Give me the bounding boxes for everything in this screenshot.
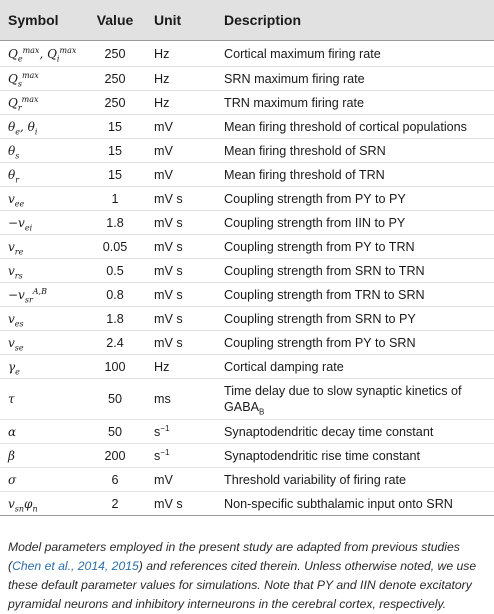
description-cell: Mean firing threshold of SRN <box>212 139 494 163</box>
symbol-cell: τ <box>0 379 80 420</box>
table-row <box>0 163 494 187</box>
description-cell: Synaptodendritic decay time constant <box>212 420 494 444</box>
description-cell: Synaptodendritic rise time constant <box>212 444 494 468</box>
value-cell: 250 <box>80 67 150 91</box>
table-row <box>0 67 494 91</box>
unit-cell: mV s <box>150 187 212 211</box>
citation-link[interactable]: Chen et al., 2014, 2015 <box>12 559 139 574</box>
value-cell: 50 <box>80 420 150 444</box>
unit-cell: mV s <box>150 283 212 307</box>
header-row <box>0 0 494 41</box>
footnote-text-after: ) and references cited therein. Unless otherwise noted, we use these default parameter values for simulations. Note that PY and IIN denote excitatory pyramidal neurons and inhibitory interneurons in the cerebral cortex, respectively. <box>8 559 477 612</box>
description-cell: Mean firing threshold of cortical populations <box>212 115 494 139</box>
unit-cell: $s^{-1}$ <box>150 444 212 468</box>
symbol-cell: $Q_e^{max}$, $Q_i^{max}$ <box>0 41 80 67</box>
table-row <box>0 259 494 283</box>
symbol-cell: $Q_s^{max}$ <box>0 67 80 91</box>
symbol-cell: $\theta_e$, $\theta_i$ <box>0 115 80 139</box>
symbol-cell: $\theta_s$ <box>0 139 80 163</box>
description-cell: Non-specific subthalamic input onto SRN <box>212 492 494 516</box>
unit-cell: mV s <box>150 259 212 283</box>
value-cell: 1 <box>80 187 150 211</box>
unit-cell: mV <box>150 115 212 139</box>
unit-cell: ms <box>150 379 212 420</box>
description-cell: Threshold variability of firing rate <box>212 468 494 492</box>
description-cell: TRN maximum firing rate <box>212 91 494 115</box>
symbol-cell: β <box>0 444 80 468</box>
table-row <box>0 91 494 115</box>
header-unit: Unit <box>150 0 212 41</box>
description-cell: Coupling strength from PY to PY <box>212 187 494 211</box>
value-cell: 250 <box>80 91 150 115</box>
description-cell: Cortical damping rate <box>212 355 494 379</box>
header-symbol: Symbol <box>0 0 80 41</box>
description-cell: Mean firing threshold of TRN <box>212 163 494 187</box>
symbol-cell: $Q_r^{max}$ <box>0 91 80 115</box>
table-body <box>0 41 494 516</box>
table-footnote <box>8 538 488 614</box>
table-row <box>0 307 494 331</box>
table-row <box>0 235 494 259</box>
unit-cell: mV s <box>150 331 212 355</box>
header-description: Description <box>212 0 494 41</box>
unit-cell: Hz <box>150 41 212 67</box>
table-row <box>0 41 494 67</box>
value-cell: 1.8 <box>80 211 150 235</box>
symbol-cell: $v_{re}$ <box>0 235 80 259</box>
table-row <box>0 187 494 211</box>
value-cell: 15 <box>80 115 150 139</box>
value-cell: 100 <box>80 355 150 379</box>
value-cell: 1.8 <box>80 307 150 331</box>
table-row <box>0 331 494 355</box>
unit-cell: mV <box>150 139 212 163</box>
table-row <box>0 444 494 468</box>
symbol-cell: $v_{se}$ <box>0 331 80 355</box>
symbol-cell: $\gamma_e$ <box>0 355 80 379</box>
table-row <box>0 211 494 235</box>
unit-cell: mV s <box>150 492 212 516</box>
description-cell: Time delay due to slow synaptic kinetics of $GABA_B$ <box>212 379 494 420</box>
value-cell: 15 <box>80 163 150 187</box>
symbol-cell: $v_{sn}\varphi_n$ <box>0 492 80 516</box>
description-cell: Coupling strength from SRN to PY <box>212 307 494 331</box>
table-header <box>0 0 494 41</box>
table-row <box>0 115 494 139</box>
symbol-cell: $v_{es}$ <box>0 307 80 331</box>
table-row <box>0 468 494 492</box>
value-cell: 0.8 <box>80 283 150 307</box>
unit-cell: mV s <box>150 307 212 331</box>
symbol-cell: $v_{ee}$ <box>0 187 80 211</box>
table-row <box>0 379 494 420</box>
symbol-cell: $v_{rs}$ <box>0 259 80 283</box>
unit-cell: $s^{-1}$ <box>150 420 212 444</box>
value-cell: 15 <box>80 139 150 163</box>
symbol-cell: σ <box>0 468 80 492</box>
footnote-text-before: Model parameters employed in the present study are adapted from previous studies ( <box>8 540 460 574</box>
table-row <box>0 492 494 516</box>
description-cell: SRN maximum firing rate <box>212 67 494 91</box>
value-cell: 50 <box>80 379 150 420</box>
value-cell: 6 <box>80 468 150 492</box>
value-cell: 200 <box>80 444 150 468</box>
value-cell: 0.5 <box>80 259 150 283</box>
value-cell: 0.05 <box>80 235 150 259</box>
symbol-cell: $\theta_r$ <box>0 163 80 187</box>
value-cell: 2 <box>80 492 150 516</box>
unit-cell: Hz <box>150 355 212 379</box>
description-cell: Coupling strength from PY to TRN <box>212 235 494 259</box>
value-cell: 250 <box>80 41 150 67</box>
description-cell: Coupling strength from TRN to SRN <box>212 283 494 307</box>
description-cell: Coupling strength from IIN to PY <box>212 211 494 235</box>
table-row <box>0 283 494 307</box>
table-row <box>0 355 494 379</box>
header-value: Value <box>80 0 150 41</box>
value-cell: 2.4 <box>80 331 150 355</box>
symbol-cell: $-v_{ei}$ <box>0 211 80 235</box>
description-cell: Coupling strength from SRN to TRN <box>212 259 494 283</box>
description-cell: Cortical maximum firing rate <box>212 41 494 67</box>
table-row <box>0 420 494 444</box>
table-row <box>0 139 494 163</box>
unit-cell: mV <box>150 163 212 187</box>
symbol-cell: α <box>0 420 80 444</box>
unit-cell: Hz <box>150 91 212 115</box>
symbol-cell: $-v_{sr}^{A,B}$ <box>0 283 80 307</box>
description-cell: Coupling strength from PY to SRN <box>212 331 494 355</box>
unit-cell: mV s <box>150 235 212 259</box>
unit-cell: Hz <box>150 67 212 91</box>
unit-cell: mV s <box>150 211 212 235</box>
unit-cell: mV <box>150 468 212 492</box>
